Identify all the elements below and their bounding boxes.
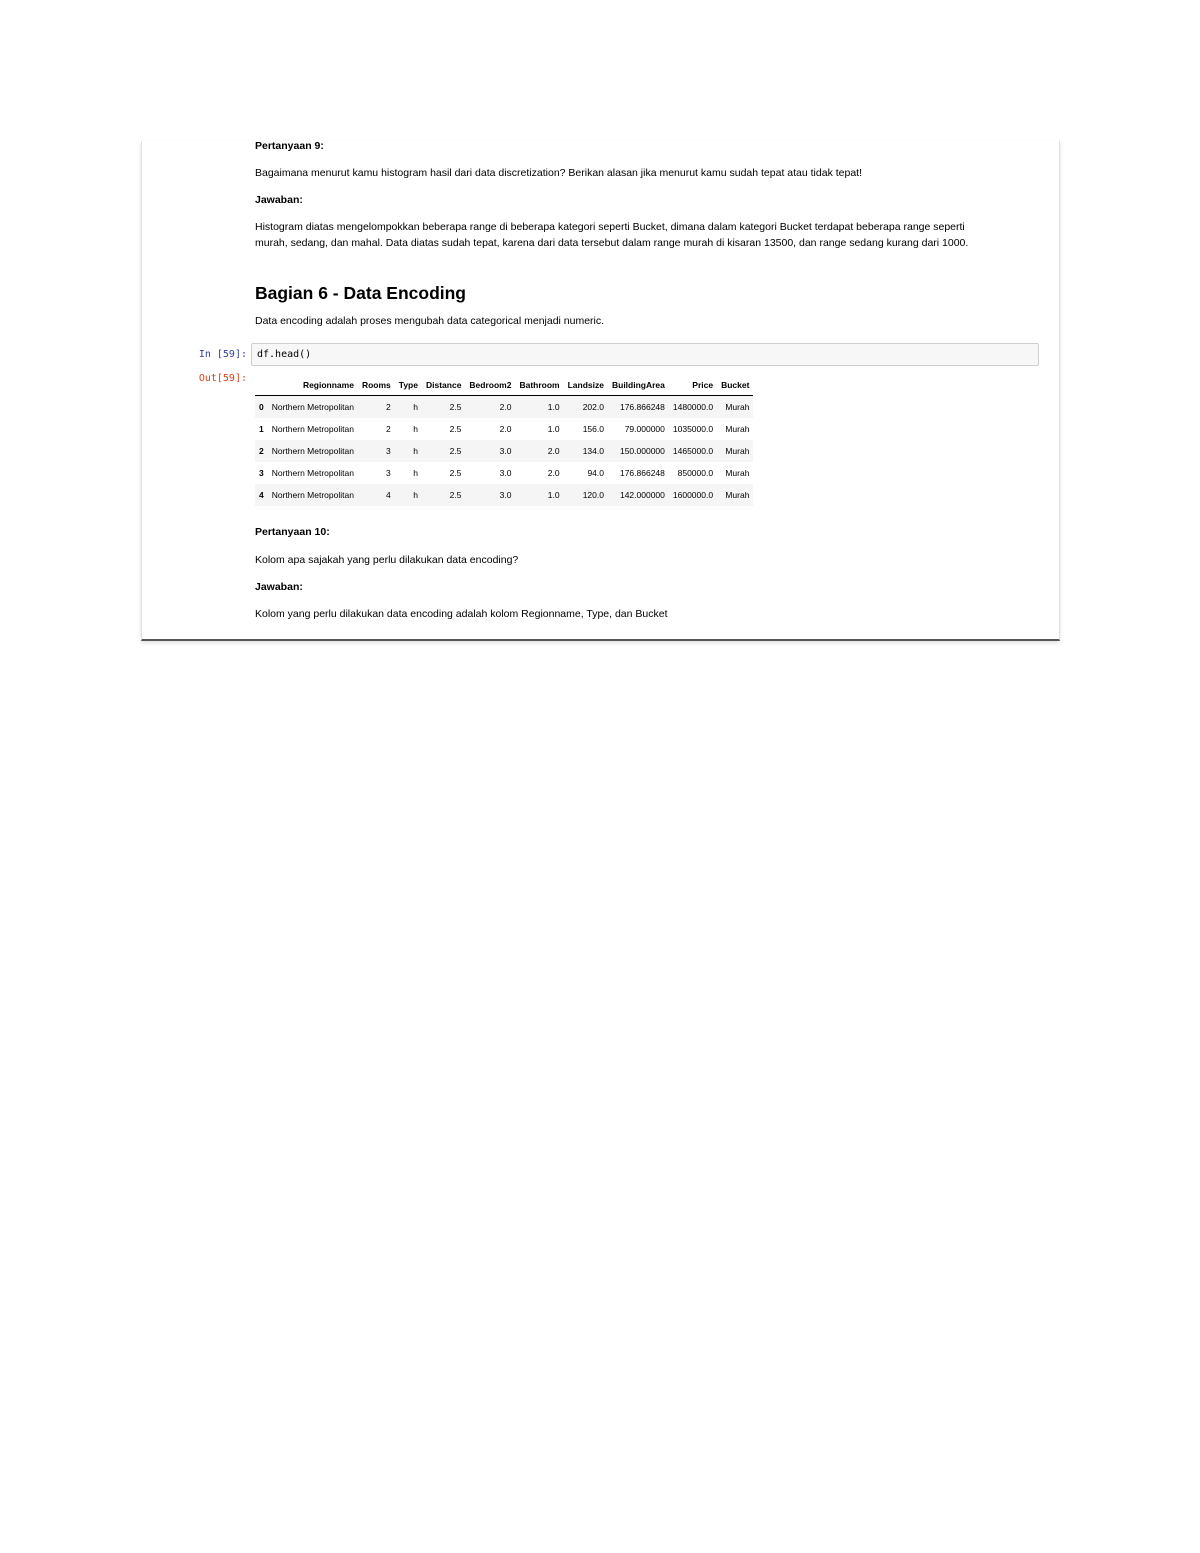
code-text: df.head() xyxy=(257,349,312,360)
table-cell: 176.866248 xyxy=(619,468,665,478)
answer-9-line-1: Histogram diatas mengelompokkan beberapa range di beberapa kategori seperti Bucket, dimana dalam kategori Bucket terdapat beberapa range seperti xyxy=(255,221,965,233)
row-index: 2 xyxy=(259,446,264,456)
table-cell: Murah xyxy=(725,468,750,478)
table-cell: 2.5 xyxy=(449,490,462,500)
table-cell: 2.5 xyxy=(449,424,462,434)
question-10-title: Pertanyaan 10: xyxy=(255,526,330,538)
section-description: Data encoding adalah proses mengubah data categorical menjadi numeric. xyxy=(255,315,605,327)
answer-10-label: Jawaban: xyxy=(255,581,303,593)
table-cell: 3.0 xyxy=(499,446,512,456)
table-cell: 3 xyxy=(386,468,391,478)
question-10-text: Kolom apa sajakah yang perlu dilakukan data encoding? xyxy=(255,554,519,566)
table-cell: 150.000000 xyxy=(619,446,665,456)
table-cell: 3.0 xyxy=(499,490,512,500)
table-cell: 1.0 xyxy=(547,490,560,500)
table-cell: 142.000000 xyxy=(619,490,665,500)
table-cell: 120.0 xyxy=(582,490,604,500)
column-header: Bedroom2 xyxy=(465,375,515,396)
column-header: BuildingArea xyxy=(608,375,669,396)
table-cell: 1465000.0 xyxy=(672,446,714,456)
table-cell: 176.866248 xyxy=(619,402,665,412)
column-header: Rooms xyxy=(358,375,395,396)
table-row xyxy=(255,462,753,484)
column-header: Type xyxy=(395,375,422,396)
index-header xyxy=(255,375,268,396)
table-cell: 4 xyxy=(386,490,391,500)
table-cell: Murah xyxy=(725,490,750,500)
table-cell: 2.0 xyxy=(499,402,512,412)
answer-10-text: Kolom yang perlu dilakukan data encoding adalah kolom Regionname, Type, dan Bucket xyxy=(255,608,668,620)
table-cell: 1.0 xyxy=(547,424,560,434)
table-row xyxy=(255,440,753,462)
table-cell: 3.0 xyxy=(499,468,512,478)
table-row xyxy=(255,396,753,419)
column-header: Bathroom xyxy=(515,375,563,396)
dataframe-table xyxy=(255,375,753,506)
table-cell: 850000.0 xyxy=(677,468,714,478)
output-prompt: Out[59]: xyxy=(198,373,247,384)
table-cell: 2.0 xyxy=(499,424,512,434)
column-header: Regionname xyxy=(268,375,358,396)
answer-9-label: Jawaban: xyxy=(255,194,303,206)
column-header: Distance xyxy=(422,375,465,396)
table-cell: 2.5 xyxy=(449,446,462,456)
table-cell: h xyxy=(413,446,418,456)
row-index: 1 xyxy=(259,424,264,434)
table-cell: Northern Metropolitan xyxy=(271,468,354,478)
table-cell: 2.5 xyxy=(449,468,462,478)
notebook-page xyxy=(141,141,1060,641)
code-input-cell[interactable] xyxy=(251,343,1039,366)
table-cell: h xyxy=(413,402,418,412)
question-9-title: Pertanyaan 9: xyxy=(255,141,324,152)
table-cell: 1600000.0 xyxy=(672,490,714,500)
column-header: Price xyxy=(669,375,717,396)
table-cell: h xyxy=(413,490,418,500)
table-cell: 2.0 xyxy=(547,468,560,478)
table-cell: h xyxy=(413,468,418,478)
table-cell: Northern Metropolitan xyxy=(271,424,354,434)
table-cell: 2 xyxy=(386,424,391,434)
table-cell: 3 xyxy=(386,446,391,456)
table-cell: Murah xyxy=(725,446,750,456)
table-cell: 94.0 xyxy=(587,468,604,478)
table-header-row xyxy=(255,375,753,396)
answer-9-line-2: murah, sedang, dan mahal. Data diatas sudah tepat, karena dari data tersebut dalam range murah di kisaran 13500, dan range sedang kurang dari 1000. xyxy=(255,237,969,249)
row-index: 0 xyxy=(259,402,264,412)
table-cell: 156.0 xyxy=(582,424,604,434)
column-header: Bucket xyxy=(717,375,753,396)
question-9-text: Bagaimana menurut kamu histogram hasil dari data discretization? Berikan alasan jika menurut kamu sudah tepat atau tidak tepat! xyxy=(255,167,863,179)
table-cell: 2 xyxy=(386,402,391,412)
table-cell: 1035000.0 xyxy=(672,424,714,434)
table-cell: 2.5 xyxy=(449,402,462,412)
table-cell: 2.0 xyxy=(547,446,560,456)
table-cell: 79.000000 xyxy=(624,424,665,434)
table-cell: 1480000.0 xyxy=(672,402,714,412)
row-index: 4 xyxy=(259,490,264,500)
row-index: 3 xyxy=(259,468,264,478)
table-cell: 1.0 xyxy=(547,402,560,412)
table-row xyxy=(255,418,753,440)
table-cell: Murah xyxy=(725,402,750,412)
table-cell: Northern Metropolitan xyxy=(271,446,354,456)
input-prompt: In [59]: xyxy=(198,349,247,360)
column-header: Landsize xyxy=(564,375,608,396)
section-heading: Bagian 6 - Data Encoding xyxy=(255,283,466,303)
table-cell: Murah xyxy=(725,424,750,434)
table-cell: h xyxy=(413,424,418,434)
table-cell: 202.0 xyxy=(582,402,604,412)
table-cell: Northern Metropolitan xyxy=(271,402,354,412)
table-cell: Northern Metropolitan xyxy=(271,490,354,500)
table-row xyxy=(255,484,753,506)
table-cell: 134.0 xyxy=(582,446,604,456)
